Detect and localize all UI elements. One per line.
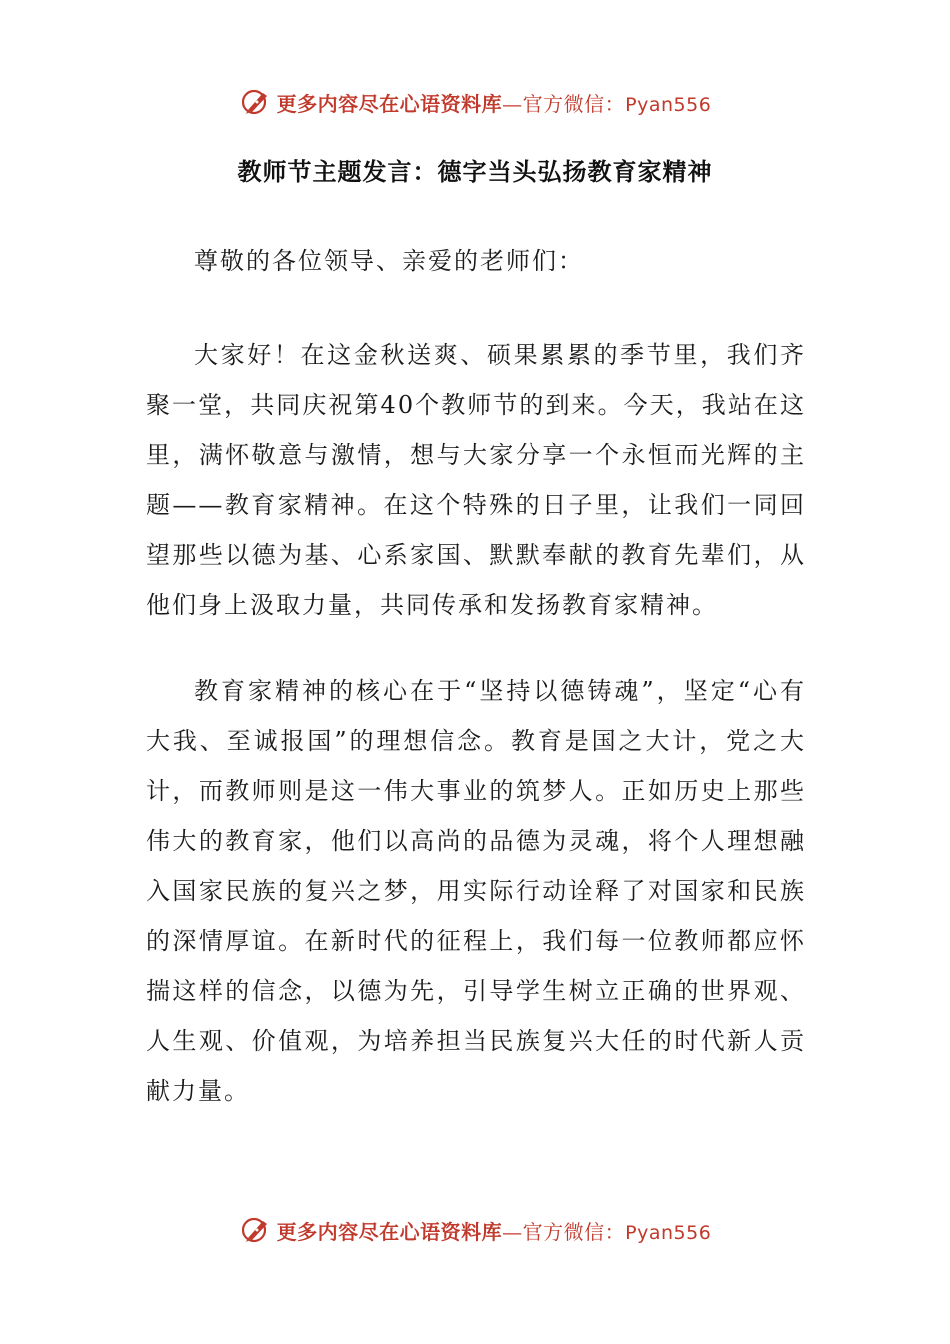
header-banner (0, 82, 950, 122)
paragraph-2: 教育家精神的核心在于“坚持以德铸魂”，坚定“心有大我、至诚报国”的理想信念。教育是国之大计，党之大计，而教师则是这一伟大事业的筑梦人。正如历史上那些伟大的教育家，他们以高尚的品德为灵魂，将个人理想融入国家民族的复兴之梦，用实际行动诠释了对国家和民族的深情厚谊。在新时代的征程上，我们每一位教师都应怀揣这样的信念，以德为先，引导学生树立正确的世界观、人生观、价值观，为培养担当民族复兴大任的时代新人贡献力量。 (146, 677, 806, 1105)
banner-wechat-id: Pyan556 (625, 93, 712, 116)
pen-nib-logo-icon (239, 85, 273, 119)
document-body (146, 236, 806, 1152)
greeting: 尊敬的各位领导、亲爱的老师们： (194, 247, 584, 275)
banner-main-text: 更多内容尽在心语资料库 (276, 1219, 503, 1244)
pen-nib-logo-icon (239, 1213, 273, 1247)
banner-separator: — (502, 1219, 523, 1244)
banner-sub-text: 官方微信： (522, 91, 626, 116)
banner-separator: — (502, 91, 523, 116)
banner-text (277, 1216, 712, 1245)
banner-wechat-id: Pyan556 (625, 1221, 712, 1244)
banner-sub-text: 官方微信： (522, 1219, 626, 1244)
banner-main-text: 更多内容尽在心语资料库 (276, 91, 503, 116)
banner-text (277, 88, 712, 117)
paragraph-1: 大家好！在这金秋送爽、硕果累累的季节里，我们齐聚一堂，共同庆祝第40个教师节的到来。今天，我站在这里，满怀敬意与激情，想与大家分享一个永恒而光辉的主题——教育家精神。在这个特殊的日子里，让我们一同回望那些以德为基、心系家国、默默奉献的教育先辈们，从他们身上汲取力量，共同传承和发扬教育家精神。 (146, 341, 806, 619)
document-title: 教师节主题发言：德字当头弘扬教育家精神 (237, 157, 713, 186)
footer-banner (0, 1210, 950, 1250)
